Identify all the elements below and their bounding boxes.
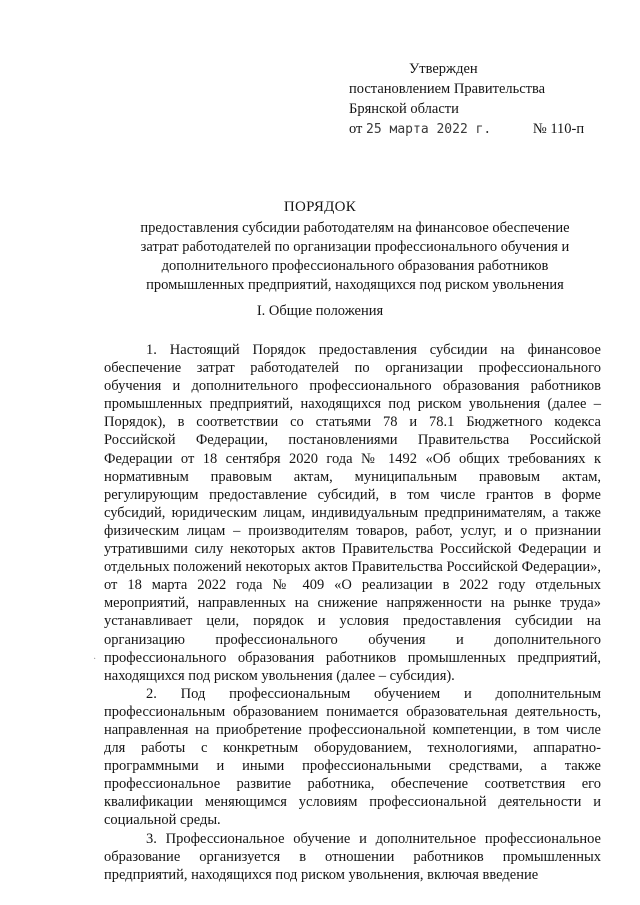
approval-line-region: Брянской области [349, 101, 459, 117]
paragraph-1: 1. Настоящий Порядок предоставления субсидии на финансовое обеспечение затрат работодателей по организации профессионального обучения и дополнительного профессионального образования работников промышленных предприятий, находящихся под риском увольнения (далее – Порядок), в соответствии со статьями 78 и 78.1 Бюджетного кодекса Российской Федерации, постановлениями Правительства Российской Федерации от 18 сентября 2020 года № 1492 «Об общих требованиях к нормативным правовым актам, муниципальным правовым актам, регулирующим предоставление субсидий, в том числе грантов в форме субсидий, юридическим лицам, индивидуальным предпринимателям, а также физическим лицам – производителям товаров, работ, услуг, и о признании утратившими силу некоторых актов Правительства Российской Федерации и отдельных положений некоторых актов Правительства Российской Федерации», от 18 марта 2022 года № 409 «О реализации в 2022 году отдельных мероприятий, направленных на снижение напряженности на рынке труда» устанавливает цели, порядок и условия предоставления субсидии на организацию профессионального обучения и дополнительного профессионального образования работников промышленных предприятий, находящихся под риском увольнения (далее – субсидия). [104, 342, 601, 684]
approval-date-prefix: от [349, 121, 363, 137]
approval-line-approved: Утвержден [409, 61, 478, 77]
document-body [104, 341, 601, 884]
paragraph-3: 3. Профессиональное обучение и дополнительное профессиональное образование организуется в отношении работников промышленных предприятий, находящихся под риском увольнения, включая введение [104, 830, 601, 883]
approval-date-line [349, 119, 584, 140]
paragraph-2: 2. Под профессиональным обучением и дополнительным профессиональным образованием понимается образовательная деятельность, направленная на приобретение профессиональной компетенции, в том числе для работы с конкретным оборудованием, технологиями, аппаратно-программными и иными профессиональными средствами, а также профессиональное развитие работника, обеспечение соответствия его квалификации меняющимся условиям профессиональной деятельности и социальной среды. [104, 685, 601, 829]
approval-line-decree: постановлением Правительства [349, 81, 546, 97]
document-title: ПОРЯДОК [283, 199, 357, 215]
approval-stamp [349, 59, 584, 140]
document-subtitle: предоставления субсидии работодателям на финансовое обеспечение затрат работодателей по организации профессионального обучения и дополнительного профессионального образования работников промышленных предприятий, находящихся под риском увольнения [140, 220, 570, 293]
section-heading: I. Общие положения [256, 303, 384, 319]
margin-mark: · [93, 654, 97, 665]
approval-date: 25 марта 2022 г. [366, 122, 492, 137]
approval-number: № 110-п [532, 121, 585, 137]
